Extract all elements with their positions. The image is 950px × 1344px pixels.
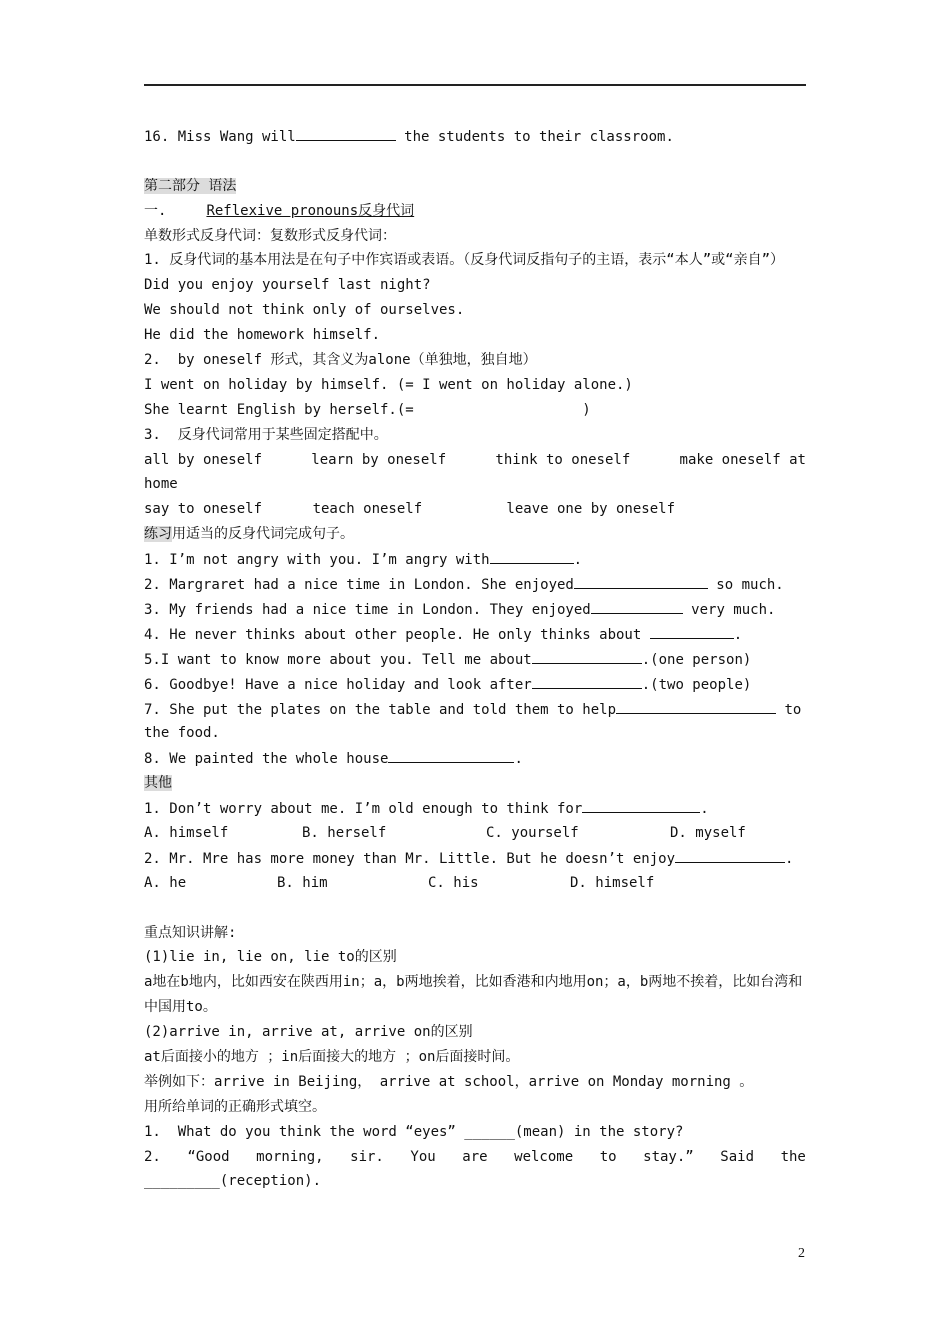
key-title: 重点知识讲解: — [144, 924, 237, 941]
example-2: We should not think only of ourselves. — [144, 302, 465, 319]
fill-item-1: 1. What do you think the word “eyes” ______(mean) in the story? — [144, 1123, 684, 1140]
example-3: He did the homework himself. — [144, 327, 381, 344]
exercise-title: 练习用适当的反身代词完成句子。 — [144, 526, 354, 543]
example-5: She learnt English by herself.(= ) — [144, 401, 591, 418]
mc-options-1: A. himself B. herself C. yourself D. myself — [144, 824, 746, 841]
exercise-item: 7. She put the plates on the table and told them to help to — [144, 697, 806, 722]
exercise-item: 1. I’m not angry with you. I’m angry with . — [144, 547, 806, 572]
exercise-item: 3. My friends had a nice time in London. They enjoyed very much. — [144, 597, 806, 622]
phrase-row-1: all by oneself learn by oneself think to oneself make oneself at — [144, 451, 806, 468]
exercise-item: 4. He never thinks about other people. He only thinks about . — [144, 622, 806, 647]
subsection-title: 一. Reflexive pronouns反身代词 — [144, 202, 415, 219]
mc-question-1: 1. Don’t worry about me. I’m old enough to think for . — [144, 796, 806, 821]
document-body — [144, 124, 806, 1194]
key-2: (2)arrive in, arrive at, arrive on的区别 — [144, 1024, 473, 1041]
answer-blank[interactable] — [591, 597, 683, 614]
phrase-row-2: say to oneself teach oneself leave one by oneself — [144, 501, 676, 518]
answer-blank[interactable] — [616, 697, 776, 714]
exercise-item: 8. We painted the whole house . — [144, 746, 806, 771]
mc-options-2: A. he B. him C. his D. himself — [144, 874, 655, 891]
rule-2: 2. by oneself 形式，其含义为alone（单独地，独自地） — [144, 352, 537, 369]
rule-3: 3. 反身代词常用于某些固定搭配中。 — [144, 426, 388, 443]
fill-item-2-tail: _________(reception). — [144, 1173, 322, 1190]
key-1-text: a地在b地内，比如西安在陕西用in；a，b两地挨着，比如香港和内地用on；a，b两地不挨着，比如台湾和中国用to。 — [144, 974, 803, 1016]
example-1: Did you enjoy yourself last night? — [144, 277, 431, 294]
fill-title: 用所给单词的正确形式填空。 — [144, 1098, 326, 1115]
exercise-item: 6. Goodbye! Have a nice holiday and look after .(two people) — [144, 672, 806, 697]
key-2-example: 举例如下：arrive in Beijing， arrive at school，arrive on Monday morning 。 — [144, 1073, 754, 1090]
answer-blank[interactable] — [574, 572, 708, 589]
other-title: 其他 — [144, 775, 172, 792]
exercise-item-tail: the food. — [144, 725, 220, 742]
phrase-row-1-tail: home — [144, 476, 178, 493]
answer-blank[interactable] — [388, 746, 514, 763]
rule-1: 1. 反身代词的基本用法是在句子中作宾语或表语。（反身代词反指句子的主语，表示“本人”或“亲自”） — [144, 252, 784, 269]
answer-blank[interactable] — [532, 647, 642, 664]
exercise-item: 5.I want to know more about you. Tell me about .(one person) — [144, 647, 806, 672]
example-4: I went on holiday by himself. (= I went on holiday alone.) — [144, 376, 633, 393]
fill-item-2: 2. “Good morning, sir. You are welcome to stay.” Said the — [144, 1148, 806, 1165]
key-1: (1)lie in, lie on, lie to的区别 — [144, 949, 397, 966]
forms-line: 单数形式反身代词：复数形式反身代词： — [144, 227, 396, 244]
header-rule — [144, 84, 806, 86]
answer-blank[interactable] — [650, 622, 734, 639]
page-number: 2 — [798, 1246, 805, 1261]
answer-blank[interactable] — [490, 547, 574, 564]
key-2-text: at后面接小的地方 ；in后面接大的地方 ；on后面接时间。 — [144, 1049, 520, 1065]
mc-question-2: 2. Mr. Mre has more money than Mr. Little. But he doesn’t enjoy . — [144, 846, 806, 871]
answer-blank[interactable] — [582, 796, 700, 813]
answer-blank[interactable] — [675, 846, 785, 863]
answer-blank[interactable] — [532, 672, 642, 689]
section-title: 第二部分 语法 — [144, 177, 237, 194]
exercise-item: 2. Margraret had a nice time in London. She enjoyed so much. — [144, 572, 806, 597]
answer-blank[interactable] — [296, 124, 396, 141]
question-16: 16. Miss Wang will the students to their classroom. — [144, 124, 806, 149]
